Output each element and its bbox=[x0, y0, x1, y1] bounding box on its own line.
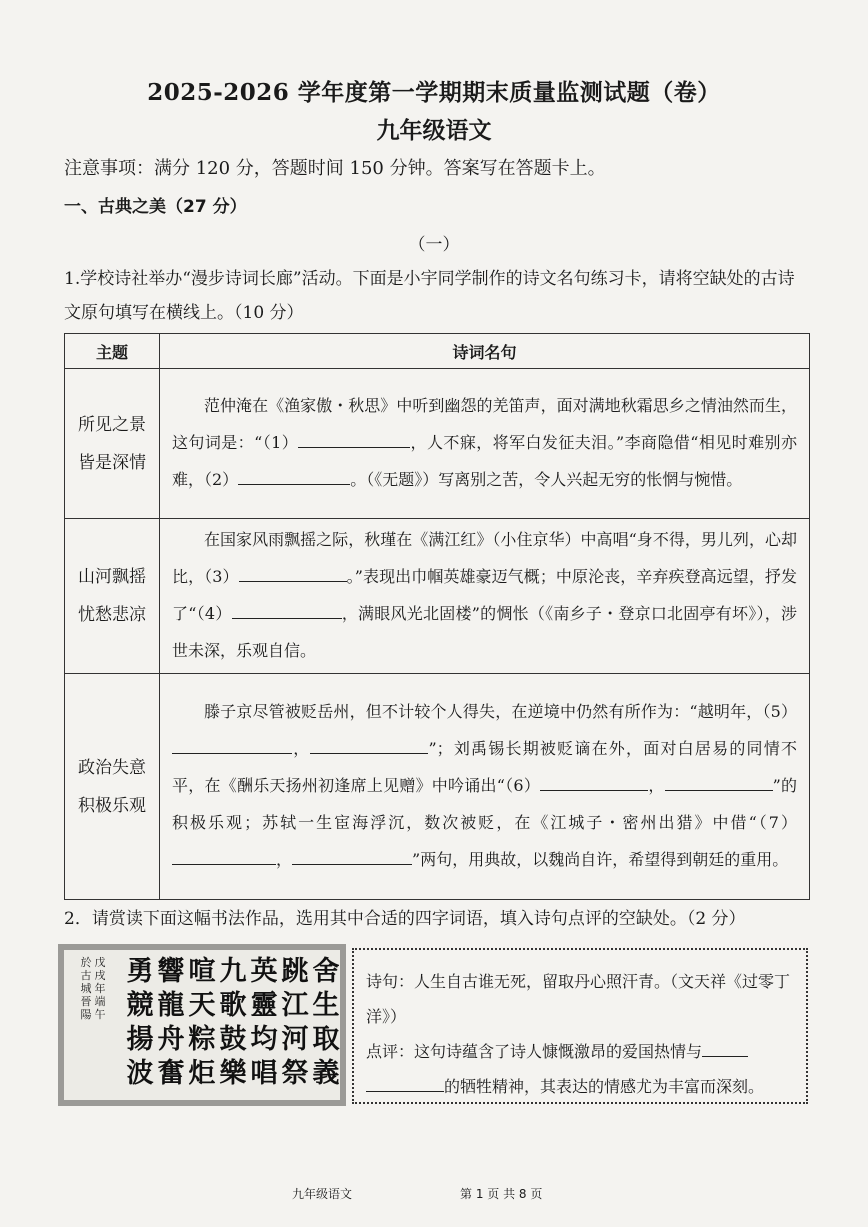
part-label: （一） bbox=[408, 235, 460, 255]
calligraphy-char: 龍 bbox=[157, 990, 185, 1021]
table-header-theme: 主题 bbox=[65, 334, 160, 369]
calligraphy-char: 勇 bbox=[126, 956, 154, 987]
inscription-char: 於 bbox=[80, 956, 92, 969]
poem-text: ，人不寐，将军白发征夫泪。”李商隐借“相见时难别亦难，（2） bbox=[172, 433, 797, 489]
calligraphy-char: 歌 bbox=[219, 990, 247, 1021]
calligraphy-char: 喧 bbox=[188, 956, 216, 987]
calligraphy-char: 響 bbox=[157, 956, 185, 987]
answer-blank[interactable] bbox=[232, 600, 342, 619]
poem-text: ， bbox=[648, 776, 665, 795]
table-header-row bbox=[65, 334, 810, 369]
poem-text: 。”表现出巾帼英雄豪迈气概；中原沦丧，辛弃疾登高远望，抒发了“（4） bbox=[172, 567, 797, 623]
calligraphy-char: 奮 bbox=[157, 1058, 185, 1089]
theme-line: 山河飘摇 bbox=[78, 567, 146, 587]
inscription-char: 午 bbox=[94, 1008, 106, 1021]
calligraphy-char: 英 bbox=[250, 956, 278, 987]
poem-text: 。（《无题》）写离别之苦，令人兴起无穷的怅惘与惋惜。 bbox=[350, 470, 743, 489]
inscription-char: 年 bbox=[94, 982, 106, 995]
calligraphy-char: 揚 bbox=[126, 1024, 154, 1055]
calligraphy-char: 河 bbox=[281, 1024, 309, 1055]
footer-page-number: 第 1 页 共 8 页 bbox=[460, 1187, 543, 1201]
poem-text: 在国家风雨飘摇之际，秋瑾在《满江红》（小住京华）中高唱“身不得，男儿列，心却比，（3） bbox=[172, 530, 797, 586]
calligraphy-char: 取 bbox=[312, 1024, 340, 1055]
calligraphy-paper bbox=[64, 950, 340, 1100]
calligraphy-char: 唱 bbox=[250, 1058, 278, 1089]
theme-line: 政治失意 bbox=[78, 757, 146, 778]
table-row bbox=[65, 369, 810, 519]
calligraphy-char: 靈 bbox=[250, 990, 278, 1021]
calligraphy-char: 舟 bbox=[157, 1024, 185, 1055]
exam-subtitle: 九年级语文 bbox=[376, 117, 492, 144]
comment-text-part: 点评：这句诗蕴含了诗人慷慨激昂的爱国热情与 bbox=[366, 1042, 703, 1061]
answer-blank[interactable] bbox=[702, 1038, 748, 1057]
calligraphy-char: 生 bbox=[312, 990, 340, 1021]
poem-text: ”；刘禹锡长期被贬谪在外，面对白居易的同情不平，在《酬乐天扬州初逢席上见赠》中吟诵出“（6） bbox=[172, 739, 797, 795]
inscription-char: 陽 bbox=[80, 1008, 92, 1021]
calligraphy-char: 跳 bbox=[281, 956, 309, 987]
calligraphy-char: 炬 bbox=[188, 1058, 216, 1089]
comment-text bbox=[366, 1034, 796, 1104]
calligraphy-char: 天 bbox=[188, 990, 216, 1021]
question-2: 2．请赏读下面这幅书法作品，选用其中合适的四字词语，填入诗句点评的空缺处。（2 分） bbox=[64, 909, 746, 929]
section-heading: 一、古典之美（27 分） bbox=[64, 197, 247, 217]
poem-content bbox=[160, 674, 810, 900]
calligraphy-char: 樂 bbox=[219, 1058, 247, 1089]
poem-text: ， bbox=[276, 850, 293, 869]
answer-blank[interactable] bbox=[292, 846, 412, 865]
poem-table bbox=[64, 333, 810, 900]
comment-box bbox=[352, 948, 808, 1104]
calligraphy-char: 義 bbox=[312, 1058, 340, 1089]
question-1: 1.学校诗社举办“漫步诗词长廊”活动。下面是小宇同学制作的诗文名句练习卡，请将空缺处的古诗文原句填写在横线上。（10 分） bbox=[64, 269, 795, 323]
calligraphy-svg bbox=[64, 950, 340, 1100]
poem-text: ，满眼风光北固楼”的惆怅（《南乡子・登京口北固亭有坏》），涉世未深，乐观自信。 bbox=[172, 604, 797, 660]
poem-content bbox=[160, 519, 810, 674]
calligraphy-char: 波 bbox=[126, 1058, 154, 1089]
theme-line: 积极乐观 bbox=[78, 795, 146, 816]
answer-blank[interactable] bbox=[172, 735, 292, 754]
calligraphy-char: 均 bbox=[250, 1024, 278, 1055]
inscription-char: 古 bbox=[80, 969, 92, 982]
poem-content bbox=[160, 369, 810, 519]
calligraphy-char: 舍 bbox=[312, 956, 340, 987]
calligraphy-char: 鼓 bbox=[219, 1024, 247, 1055]
calligraphy-char: 粽 bbox=[188, 1024, 216, 1055]
inscription-char: 戊 bbox=[94, 956, 106, 969]
answer-blank[interactable] bbox=[366, 1073, 444, 1092]
answer-blank[interactable] bbox=[310, 735, 428, 754]
answer-blank[interactable] bbox=[298, 429, 410, 448]
theme-line: 皆是深情 bbox=[78, 452, 146, 473]
calligraphy-char: 競 bbox=[126, 990, 154, 1021]
poem-text: ， bbox=[292, 739, 311, 758]
theme-cell bbox=[65, 519, 160, 674]
theme-cell bbox=[65, 674, 160, 900]
theme-line: 忧愁悲凉 bbox=[78, 605, 146, 625]
inscription-char: 端 bbox=[94, 995, 106, 1008]
inscription-char: 城 bbox=[80, 982, 92, 995]
footer-subject: 九年级语文 bbox=[292, 1187, 353, 1201]
calligraphy-char: 江 bbox=[281, 990, 309, 1021]
table-row bbox=[65, 519, 810, 674]
table-row bbox=[65, 674, 810, 900]
answer-blank[interactable] bbox=[665, 772, 773, 791]
comment-text-part: 的牺牲精神，其表达的情感尤为丰富而深刻。 bbox=[444, 1077, 765, 1096]
inscription-char: 晉 bbox=[80, 995, 92, 1008]
calligraphy-char: 祭 bbox=[281, 1058, 309, 1089]
notice-text: 注意事项：满分 120 分，答题时间 150 分钟。答案写在答题卡上。 bbox=[64, 158, 606, 179]
theme-cell bbox=[65, 369, 160, 519]
poem-text: ”两句，用典故，以魏尚自许，希望得到朝廷的重用。 bbox=[412, 850, 789, 869]
answer-blank[interactable] bbox=[239, 563, 347, 582]
poem-text: ”的积极乐观；苏轼一生宦海浮沉，数次被贬，在《江城子・密州出猎》中借“（7） bbox=[172, 776, 797, 832]
answer-blank[interactable] bbox=[172, 846, 276, 865]
poem-text: 范仲淹在《渔家傲・秋思》中听到幽怨的羌笛声，面对满地秋霜思乡之情油然而生，这句词是：“（1） bbox=[172, 396, 797, 452]
table-header-poems: 诗词名句 bbox=[160, 334, 810, 369]
answer-blank[interactable] bbox=[238, 466, 350, 485]
comment-poem: 诗句：人生自古谁无死，留取丹心照汗青。（文天祥《过零丁洋》） bbox=[366, 972, 791, 1026]
poem-text: 滕子京尽管被贬岳州，但不计较个人得失，在逆境中仍然有所作为：“越明年，（5） bbox=[204, 702, 797, 721]
inscription-char: 戌 bbox=[94, 969, 106, 982]
calligraphy-char: 九 bbox=[219, 956, 247, 987]
exam-title: 2025-2026 学年度第一学期期末质量监测试题（卷） bbox=[147, 79, 721, 106]
answer-blank[interactable] bbox=[540, 772, 648, 791]
theme-line: 所见之景 bbox=[78, 414, 146, 435]
calligraphy-artwork bbox=[58, 944, 346, 1106]
